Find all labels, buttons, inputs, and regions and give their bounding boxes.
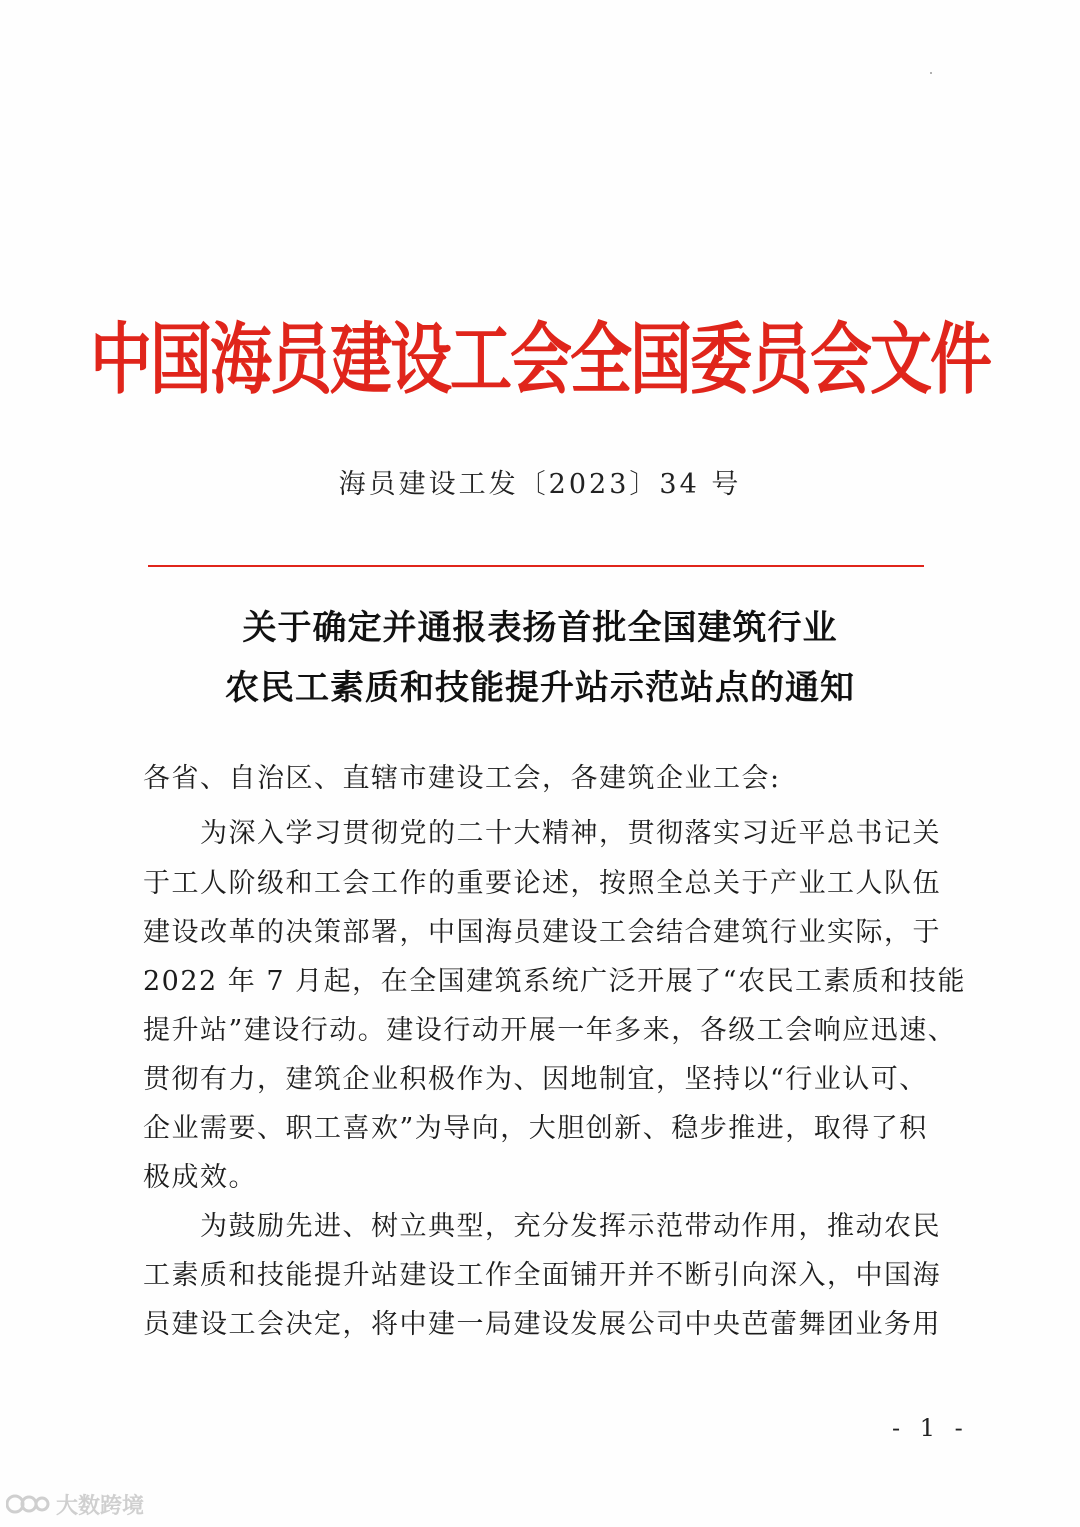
watermark-text: 大数跨境 — [56, 1493, 145, 1519]
body-line: 于工人阶级和工会工作的重要论述，按照全总关于产业工人队伍 — [143, 868, 941, 899]
body-line: 工素质和技能提升站建设工作全面铺开并不断引向深入，中国海 — [143, 1260, 941, 1291]
page-number: - 1 - — [892, 1414, 969, 1442]
watermark-logo-icon — [6, 1491, 50, 1517]
body-line: 贯彻有力，建筑企业积极作为、因地制宜，坚持以“行业认可、 — [143, 1064, 928, 1095]
body-line: 企业需要、职工喜欢”为导向，大胆创新、稳步推进，取得了积 — [143, 1113, 928, 1144]
red-separator-line — [148, 565, 924, 567]
body-line: 为深入学习贯彻党的二十大精神，贯彻落实习近平总书记关 — [143, 818, 941, 849]
body-line: 2022 年 7 月起，在全国建筑系统广泛开展了“农民工素质和技能 — [143, 966, 966, 997]
watermark — [6, 1488, 144, 1520]
body-line: 员建设工会决定，将中建一局建设发展公司中央芭蕾舞团业务用 — [143, 1309, 941, 1340]
body-line: 提升站”建设行动。建设行动开展一年多来，各级工会响应迅速、 — [143, 1015, 957, 1046]
notice-title-line-1: 关于确定并通报表扬首批全国建筑行业 — [242, 608, 838, 648]
salutation: 各省、自治区、直辖市建设工会，各建筑企业工会: — [143, 763, 781, 794]
notice-title-line-2: 农民工素质和技能提升站示范站点的通知 — [225, 668, 855, 708]
document-number: 海员建设工发〔2023〕34 号 — [338, 469, 742, 500]
body-line: 为鼓励先进、树立典型，充分发挥示范带动作用，推动农民 — [143, 1211, 941, 1242]
body-line: 建设改革的决策部署，中国海员建设工会结合建筑行业实际，于 — [143, 917, 941, 948]
body-line: 极成效。 — [143, 1162, 257, 1193]
scan-speck — [930, 72, 932, 74]
document-masthead: 中国海员建设工会全国委员会文件 — [90, 312, 991, 404]
